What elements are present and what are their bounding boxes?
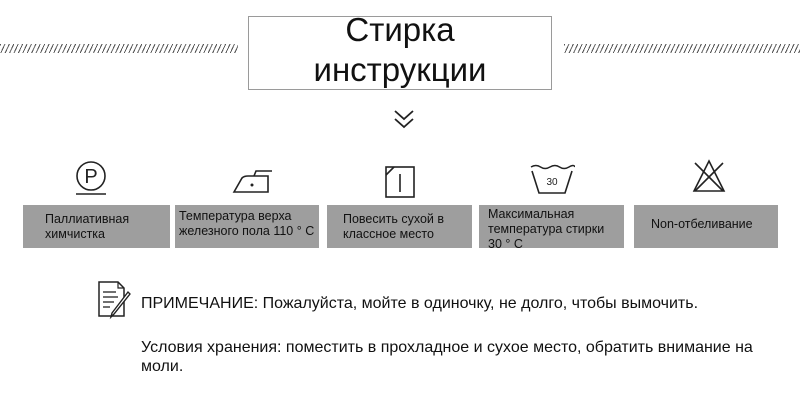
no-bleach-icon (691, 158, 727, 194)
care-card-wash-temp (479, 205, 624, 251)
double-chevron-down-icon (392, 108, 416, 130)
care-card-label: Максимальная температура стирки 30 ° С (488, 207, 605, 251)
decorative-hatch-left (0, 44, 238, 53)
care-card-dry-clean (23, 205, 170, 248)
care-card-label: Повесить сухой в классное место (343, 212, 444, 241)
note-text: ПРИМЕЧАНИЕ: Пожалуйста, мойте в одиночку, не долго, чтобы вымочить. (141, 295, 699, 312)
care-card-label: Non-отбеливание (651, 217, 753, 231)
page-title (248, 10, 552, 90)
note-pencil-icon (96, 280, 132, 320)
wash-tub-icon (529, 163, 575, 195)
care-card-label: Температура верха железного пола 110 ° С (179, 209, 315, 238)
wash-temperature-label: 30 (546, 177, 558, 188)
storage-text: Условия хранения: поместить в прохладное и сухое место, обратить внимание на моли. (141, 339, 753, 375)
decorative-hatch-right (564, 44, 800, 53)
title-line-1: Стирка (345, 11, 455, 48)
care-card-no-bleach (634, 205, 778, 248)
hang-dry-icon (384, 165, 416, 199)
title-line-2: инструкции (313, 51, 487, 88)
care-card-iron (175, 205, 319, 248)
iron-icon (230, 168, 274, 196)
care-card-label: Паллиативная химчистка (45, 212, 130, 241)
dry-clean-p-icon (73, 160, 109, 196)
svg-text:P: P (84, 166, 98, 188)
care-card-hang-dry (327, 205, 472, 248)
